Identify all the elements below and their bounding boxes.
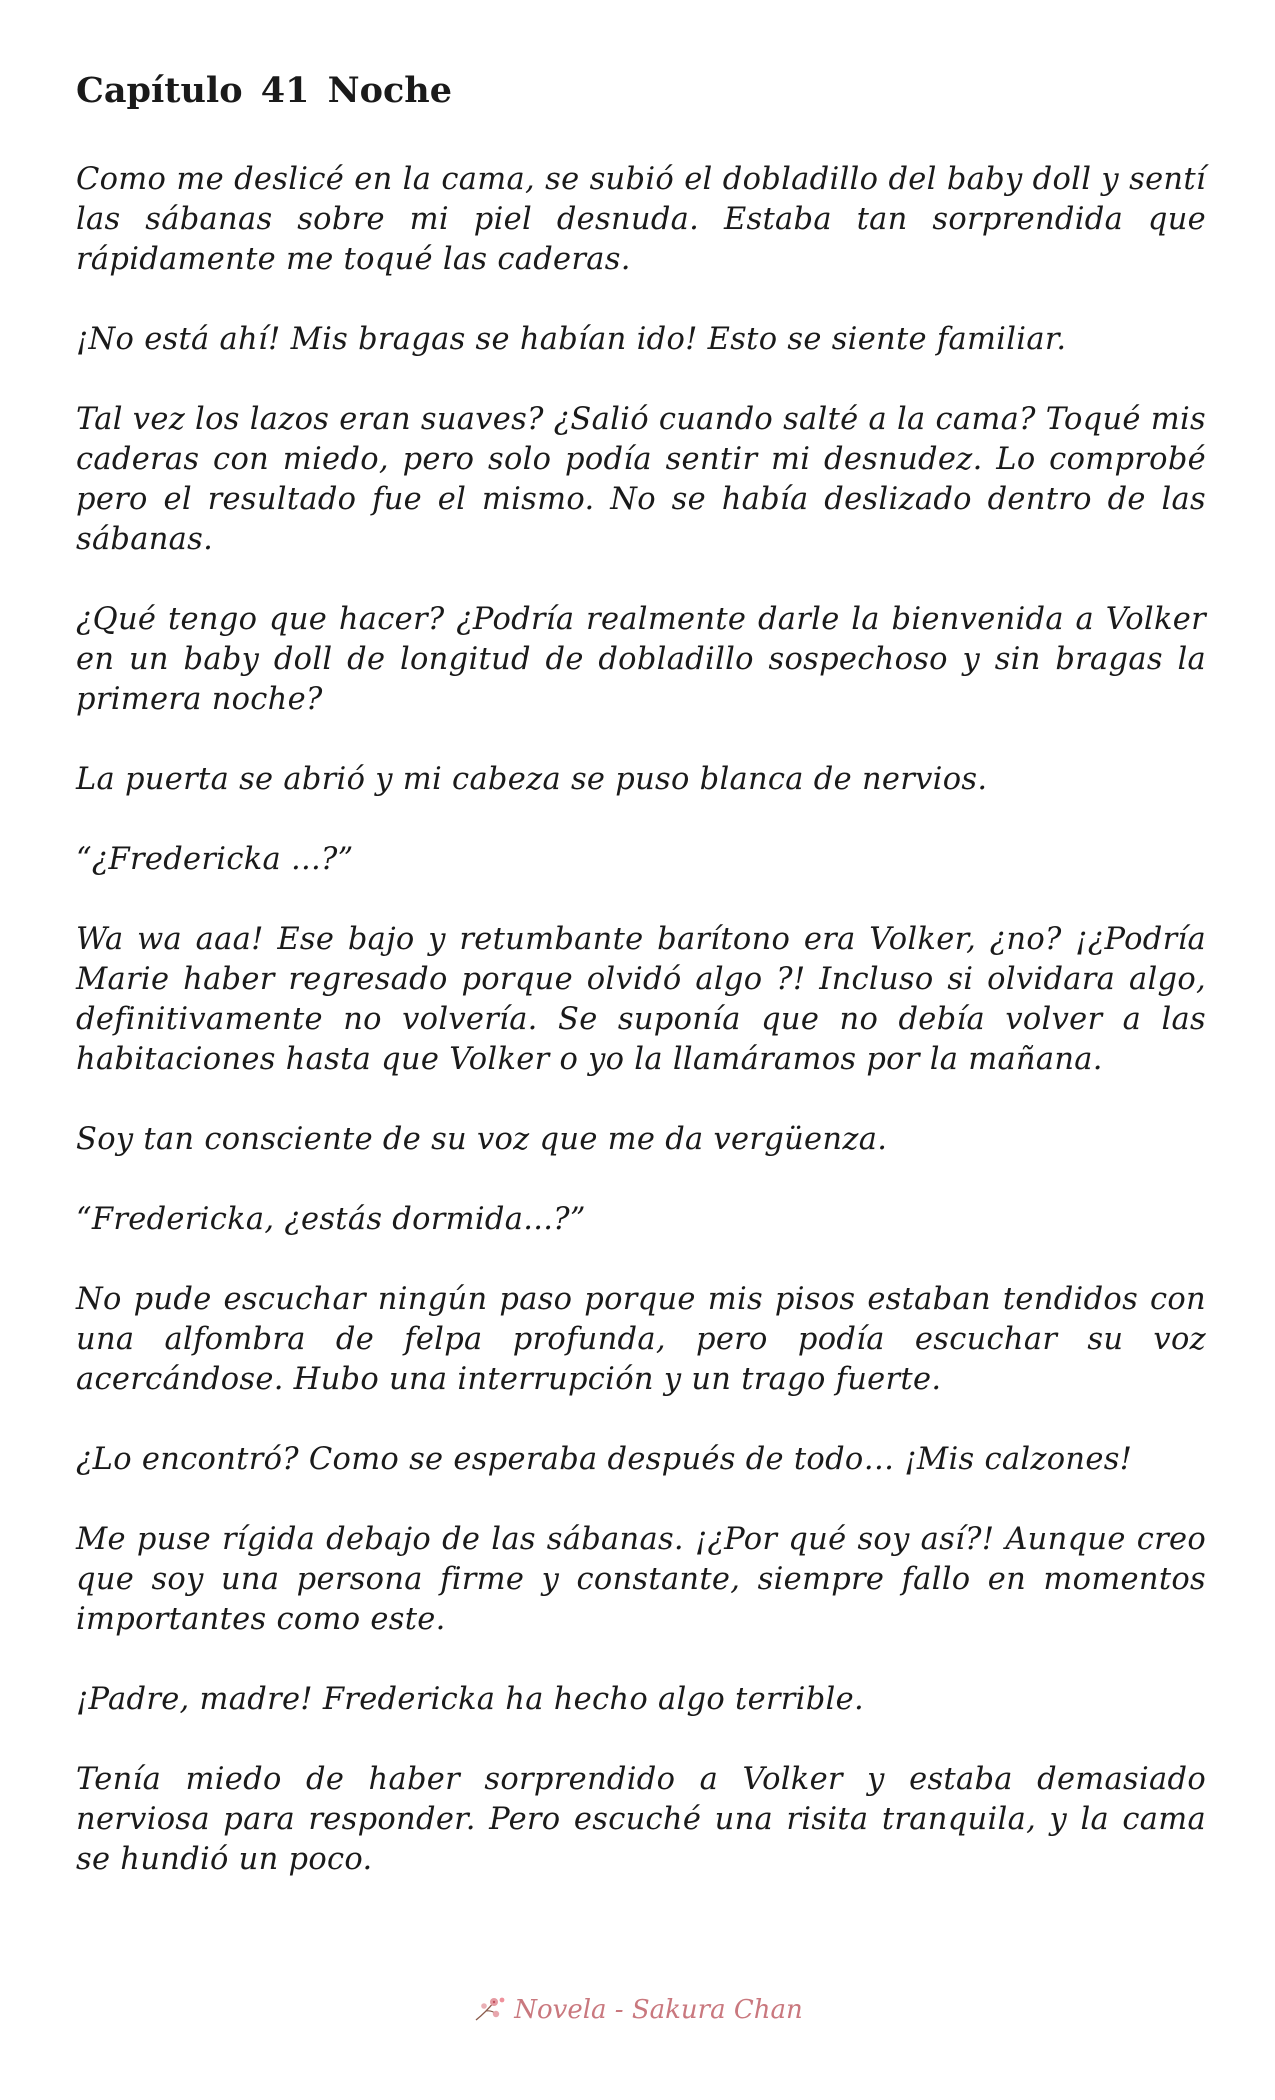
chapter-title: Capítulo 41 Noche xyxy=(76,70,452,111)
paragraph: “¿Fredericka ...?” xyxy=(76,842,354,877)
watermark-text: Novela - Sakura Chan xyxy=(514,1995,803,2025)
paragraph: Me puse rígida debajo de las sábanas. ¡¿Por qué soy así?! Aunque creo que soy una persona firme y constante, siempre fallo en momentos importantes como este. xyxy=(76,1522,1206,1637)
chapter-body xyxy=(76,160,1206,1880)
paragraph: ¡Padre, madre! Fredericka ha hecho algo terrible. xyxy=(76,1682,864,1717)
paragraph: ¿Lo encontró? Como se esperaba después de todo… ¡Mis calzones! xyxy=(76,1442,1133,1477)
paragraph: Como me deslicé en la cama, se subió el dobladillo del baby doll y sentí las sábanas sobre mi piel desnuda. Estaba tan sorprendida que rápidamente me toqué las caderas. xyxy=(76,162,1206,277)
paragraph: ¿Qué tengo que hacer? ¿Podría realmente darle la bienvenida a Volker en un baby doll de longitud de dobladillo sospechoso y sin bragas la primera noche? xyxy=(76,602,1206,717)
paragraph: Tenía miedo de haber sorprendido a Volker y estaba demasiado nerviosa para responder. Pero escuché una risita tranquila, y la cama se hundió un poco. xyxy=(76,1762,1206,1877)
paragraph: Soy tan consciente de su voz que me da vergüenza. xyxy=(76,1122,888,1157)
paragraph: “Fredericka, ¿estás dormida...?” xyxy=(76,1202,586,1237)
paragraph: No pude escuchar ningún paso porque mis pisos estaban tendidos con una alfombra de felpa profunda, pero podía escuchar su voz acercándose. Hubo una interrupción y un trago fuerte. xyxy=(76,1282,1206,1397)
watermark xyxy=(0,1994,1275,2025)
document-page xyxy=(76,70,1206,1920)
cherry-blossom-icon xyxy=(472,1994,508,2024)
paragraph: Wa wa aaa! Ese bajo y retumbante barítono era Volker, ¿no? ¡¿Podría Marie haber regresado porque olvidó algo ?! Incluso si olvidara algo, definitivamente no volvería. Se suponía que no debía volver a las habitaciones hasta que Volker o yo la llamáramos por la mañana. xyxy=(76,922,1206,1077)
paragraph: La puerta se abrió y mi cabeza se puso blanca de nervios. xyxy=(76,762,988,797)
paragraph: ¡No está ahí! Mis bragas se habían ido! Esto se siente familiar. xyxy=(76,322,1067,357)
paragraph: Tal vez los lazos eran suaves? ¿Salió cuando salté a la cama? Toqué mis caderas con miedo, pero solo podía sentir mi desnudez. Lo comprobé pero el resultado fue el mismo. No se había deslizado dentro de las sábanas. xyxy=(76,402,1206,557)
